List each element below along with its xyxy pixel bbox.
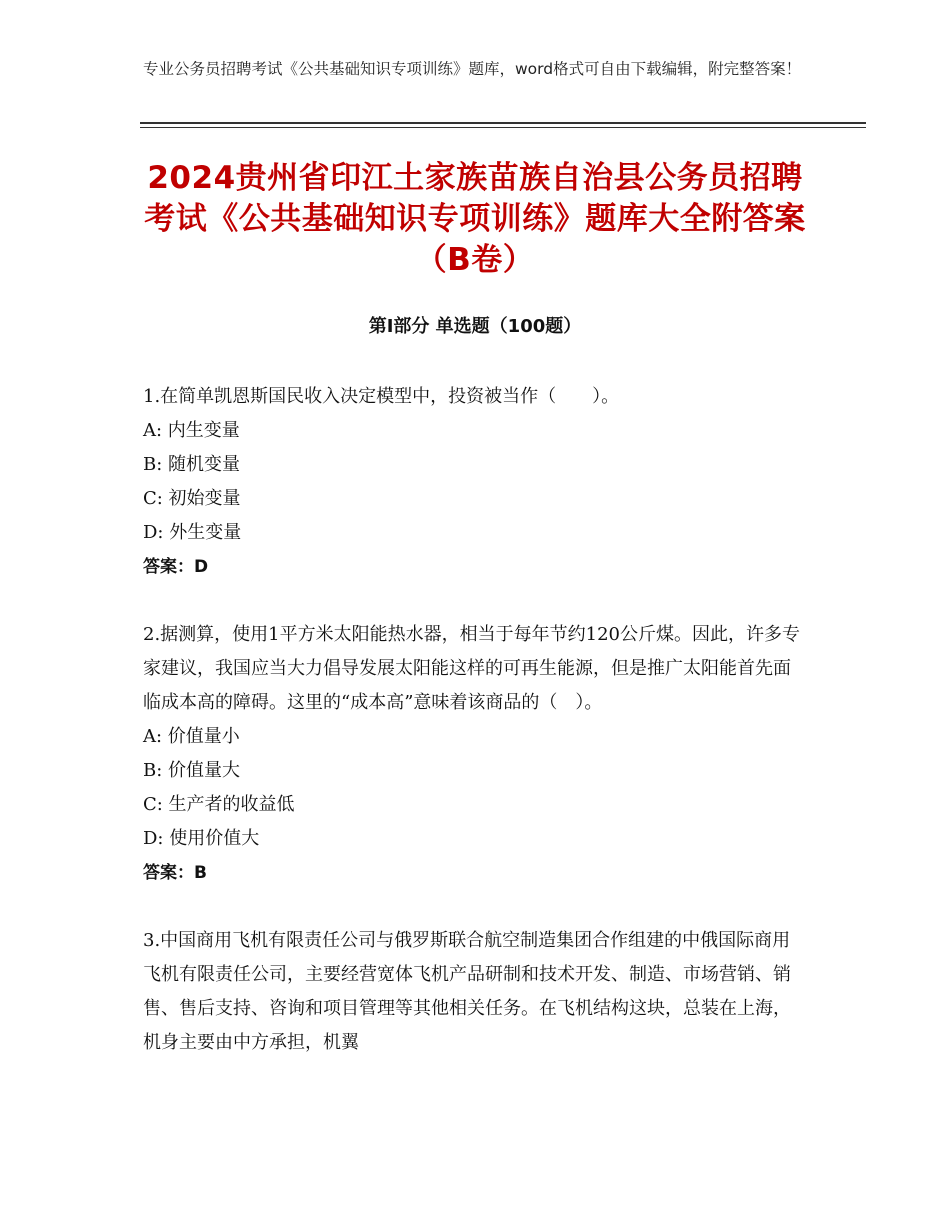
- question-1: [143, 380, 808, 584]
- answer: 答案：B: [143, 863, 207, 883]
- option-c: C: 初始变量: [143, 488, 241, 509]
- document-title: 2024贵州省印江土家族苗族自治县公务员招聘考试《公共基础知识专项训练》题库大全附答案（B卷）: [144, 160, 806, 278]
- question-text: 3.中国商用飞机有限责任公司与俄罗斯联合航空制造集团合作组建的中俄国际商用飞机有限责任公司，主要经营宽体飞机产品研制和技术开发、制造、市场营销、销售、售后支持、咨询和项目管理等其他相关任务。在飞机结构这块，总装在上海，机身主要由中方承担，机翼: [143, 930, 791, 1053]
- question-list: [143, 380, 808, 1094]
- option-b: B: 随机变量: [143, 454, 241, 475]
- option-b: B: 价值量大: [143, 760, 241, 781]
- question-text: 2.据测算，使用1平方米太阳能热水器，相当于每年节约120公斤煤。因此，许多专家建议，我国应当大力倡导发展太阳能这样的可再生能源，但是推广太阳能首先面临成本高的障碍。这里的“成本高”意味着该商品的（ ）。: [143, 624, 800, 713]
- question-3: [143, 924, 808, 1060]
- answer: 答案：D: [143, 557, 209, 577]
- option-d: D: 使用价值大: [143, 828, 260, 849]
- option-d: D: 外生变量: [143, 522, 242, 543]
- option-a: A: 内生变量: [143, 420, 240, 441]
- question-2: [143, 618, 808, 890]
- question-text: 1.在简单凯恩斯国民收入决定模型中，投资被当作（ ）。: [143, 386, 620, 407]
- header-divider-thick: [140, 122, 866, 124]
- option-c: C: 生产者的收益低: [143, 794, 295, 815]
- header-note: 专业公务员招聘考试《公共基础知识专项训练》题库，word格式可自由下载编辑，附完整答案！: [143, 60, 802, 78]
- section-title: 第Ⅰ部分 单选题（100题）: [368, 316, 582, 337]
- option-a: A: 价值量小: [143, 726, 240, 747]
- header-divider-thin: [140, 127, 866, 128]
